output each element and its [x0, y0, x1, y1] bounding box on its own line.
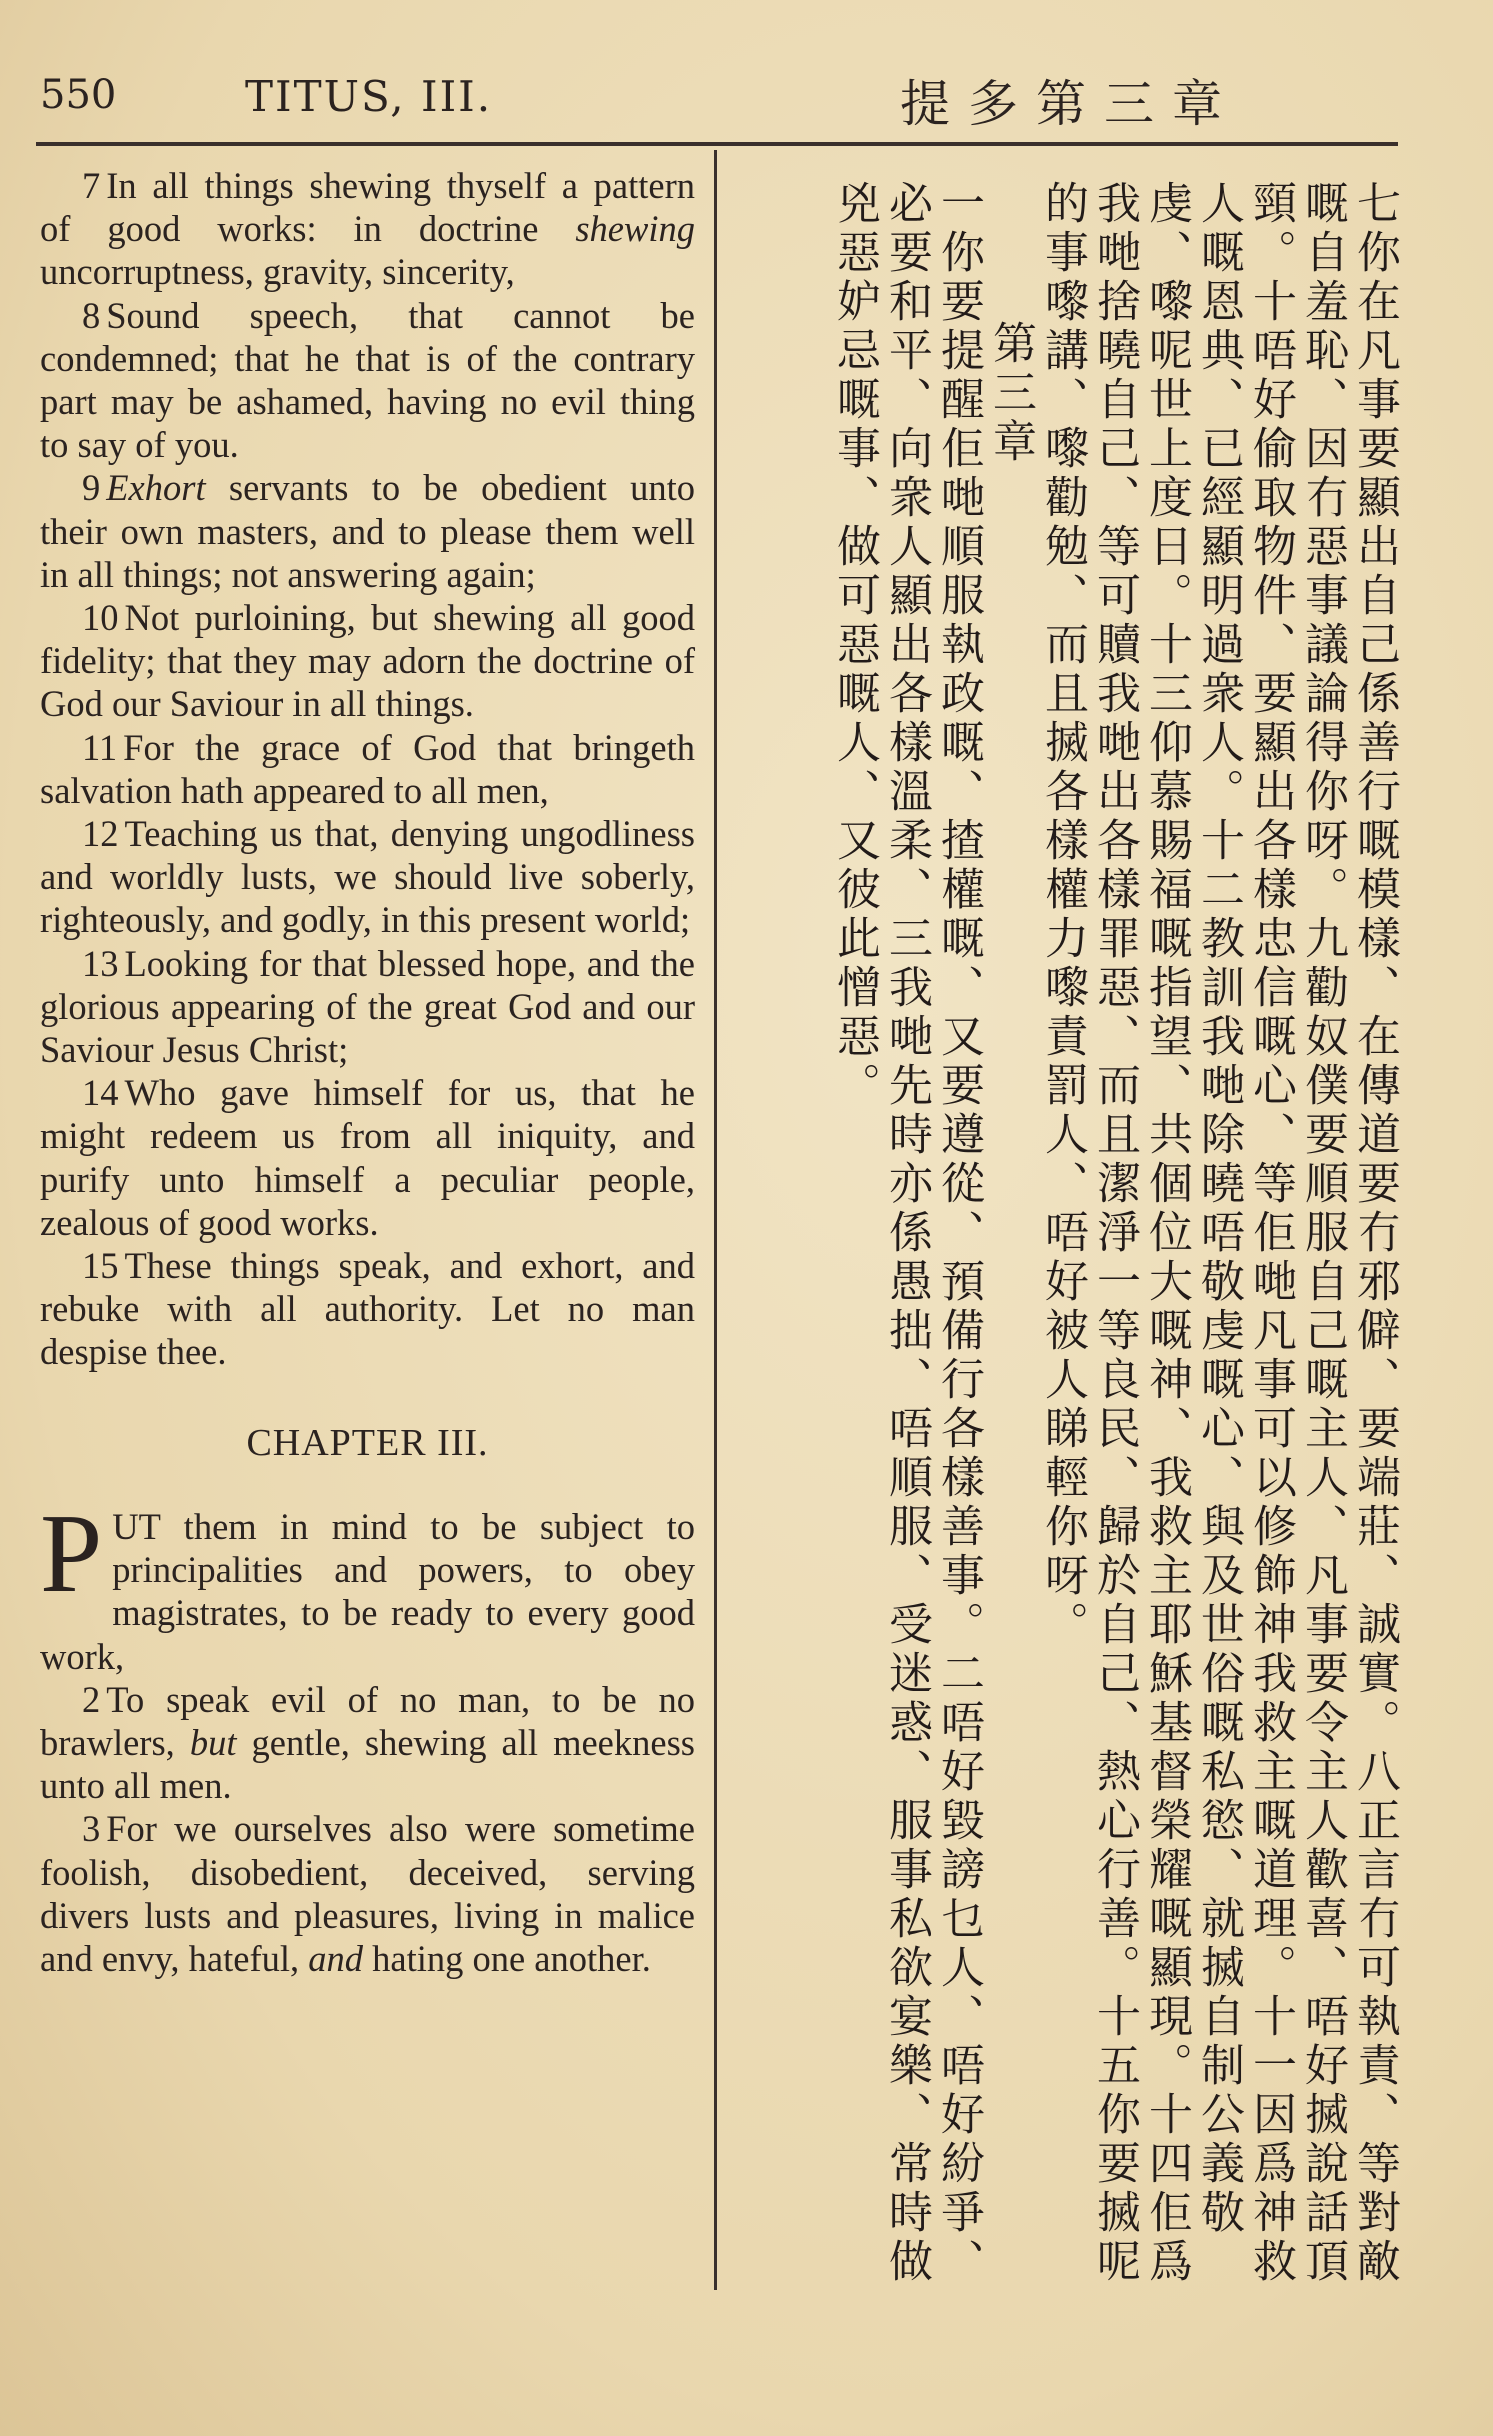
verse-number: 7 [82, 165, 101, 206]
verse-15 [40, 1244, 695, 1374]
verse-text: Teaching us that, denying ungodliness and worldly lusts, we should live soberly, righteously, and godly, in this present world; [40, 813, 695, 941]
verse-number: 2 [82, 1678, 101, 1720]
chinese-chapter-heading: 第三章 [985, 320, 1036, 467]
verse-text: To speak evil of no man, to be no brawlers, [40, 1678, 695, 1763]
verse-number: 3 [82, 1808, 101, 1850]
verse-8 [40, 294, 695, 467]
verse-number: 13 [82, 942, 119, 984]
verse-7 [40, 164, 695, 294]
verse-text: For we ourselves also were sometime foolish, disobedient, deceived, serving divers lusts and pleasures, living in malice and envy, hateful, [40, 1808, 695, 1979]
verse-number: 11 [82, 726, 118, 768]
english-column [40, 164, 695, 1980]
verse-text: UT them in mind to be subject to principalities and powers, to obey magistrates, to be ready to every good work, [40, 1505, 695, 1677]
header-rule [36, 142, 1398, 146]
verse-number: 14 [82, 1072, 119, 1114]
verse-text: Looking for that blessed hope, and the glorious appearing of the great God and our Saviour Jesus Christ; [40, 942, 695, 1071]
verse-italic: and [308, 1937, 363, 1979]
verse-number: 9 [82, 467, 101, 509]
page-number: 550 [40, 72, 117, 118]
verse-italic: but [189, 1721, 237, 1763]
verse-text: For the grace of God that bringeth salvation hath appeared to all men, [40, 726, 695, 811]
verse-12 [40, 812, 695, 942]
running-title: TITUS, III. [245, 72, 493, 121]
verse-text: Not purloining, but shewing all good fidelity; that they may adorn the doctrine of God our Saviour in all things. [40, 597, 695, 725]
chapter-heading: CHAPTER III. [246, 1421, 489, 1464]
verse-text: Sound speech, that cannot be condemned; that he that is of the contrary part may be ashamed, having no evil thing to say of you. [40, 294, 695, 466]
verse-11 [40, 726, 695, 812]
verse-text: In all things shewing thyself a pattern of good works: in doctrine [40, 165, 695, 250]
verse-10 [40, 596, 695, 726]
verse-italic: shewing [575, 208, 695, 250]
verse-14 [40, 1071, 695, 1244]
verse-text: uncorruptness, gravity, sincerity, [40, 251, 515, 293]
verse-2 [40, 1678, 695, 1808]
verse-number: 8 [82, 294, 101, 336]
verse-text: Who gave himself for us, that he might redeem us from all iniquity, and purify unto himself a peculiar people, zealous of good works. [40, 1072, 695, 1243]
verse-number: 10 [82, 597, 119, 639]
verse-number: 12 [82, 813, 119, 855]
verse-italic: Exhort [106, 467, 206, 509]
chinese-column [740, 180, 1400, 2290]
verse-text: gentle, shewing all meekness unto all men. [40, 1721, 695, 1807]
column-divider [714, 150, 717, 2290]
running-title-chinese: 提多第三章 [900, 75, 1240, 133]
chinese-paragraph-1: 七你在凡事要顯出自己係善行嘅模樣、在傳道要冇邪僻、要端莊、誠實。八正言冇可執責、等對敵嘅自羞恥、因冇惡事議論得你呀。九勸奴僕要順服自己嘅主人、凡事要令主人歡喜、唔好搣說話頂頸。十唔好偷取物件、要顯出各樣忠信嘅心、等佢哋凡事可以修飾神我救主嘅道理。十一因爲神救人嘅恩典、已經顯明過衆人。十二教訓我哋除曉唔敬虔嘅心、與及世俗嘅私慾、就搣自制公義敬虔、嚟呢世上度日。十三仰慕賜福嘅指望、共個位大嘅神、我救主耶穌基督榮耀嘅顯現。十四佢爲我哋捨曉自己、等可贖我哋出各樣罪惡、而且潔淨一等良民、歸於自己、熱心行善。十五你要搣呢的事嚟講、嚟勸勉、而且搣各樣權力嚟責罰人、唔好被人睇輕你呀。 [1037, 180, 1400, 2287]
chinese-paragraph-2: 一你要提醒佢哋順服執政嘅、揸權嘅、又要遵從、預備行各樣善事。二唔好毀謗乜人、唔好紛爭、必要和平、向衆人顯出各樣溫柔、三我哋先時亦係愚拙、唔順服、受迷惑、服事私欲宴樂、常時做兇惡妒忌嘅事、做可惡嘅人、又彼此憎惡。 [829, 180, 984, 2287]
verses-before [40, 164, 695, 1374]
verse-text: These things speak, and exhort, and rebuke with all authority. Let no man despise thee. [40, 1245, 695, 1373]
drop-cap: P [40, 1491, 103, 1616]
verse-9 [40, 466, 695, 596]
verse-text: servants to be obedient unto their own masters, and to please them well in all things; not answering again; [40, 467, 695, 595]
verse-number: 15 [82, 1245, 119, 1287]
verse-13 [40, 942, 695, 1072]
verse-text: hating one another. [363, 1937, 651, 1979]
verse-1 [40, 1491, 695, 1678]
verse-3 [40, 1807, 695, 1980]
